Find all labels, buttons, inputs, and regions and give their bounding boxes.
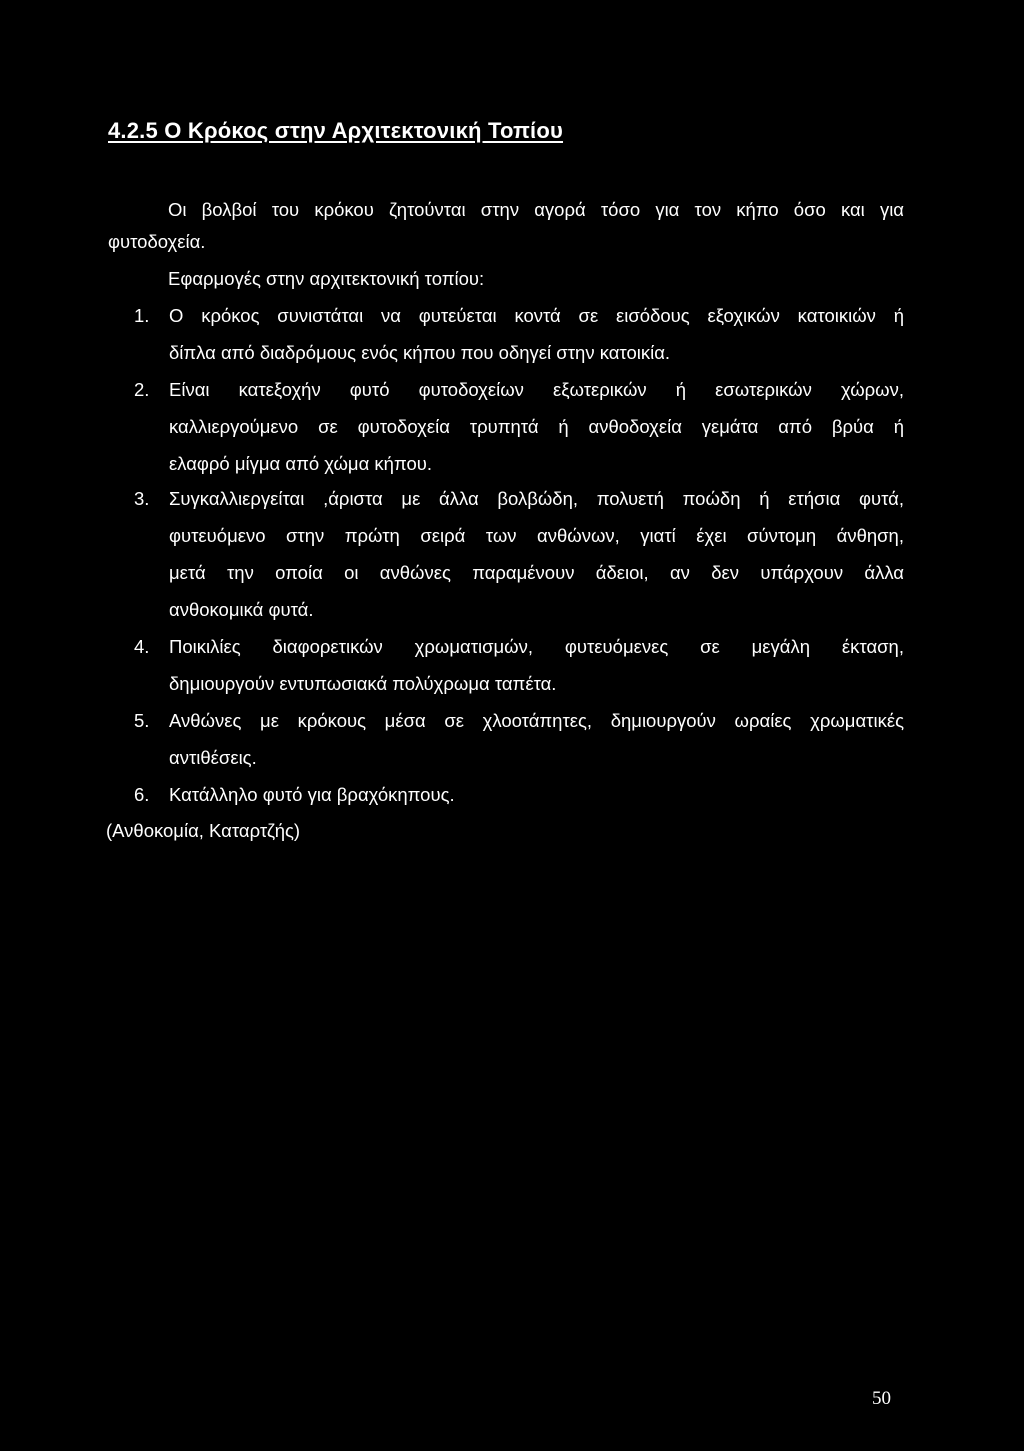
list-item-line: μετά την οποία οι ανθώνες παραμένουν άδειοι, αν δεν υπάρχουν άλλα bbox=[169, 562, 904, 583]
page-number: 50 bbox=[872, 1388, 891, 1409]
list-item-number: 2. bbox=[134, 379, 150, 400]
applications-label: Εφαρμογές στην αρχιτεκτονική τοπίου: bbox=[168, 268, 485, 289]
list-item-number: 3. bbox=[134, 488, 150, 509]
list-item-line: Ανθώνες με κρόκους μέσα σε χλοοτάπητες, δημιουργούν ωραίες χρωματικές bbox=[169, 710, 904, 731]
source-citation: (Ανθοκομία, Καταρτζής) bbox=[106, 820, 301, 841]
section-heading: 4.2.5 Ο Κρόκος στην Αρχιτεκτονική Τοπίου bbox=[108, 118, 564, 143]
list-item-line: δημιουργούν εντυπωσιακά πολύχρωμα ταπέτα. bbox=[169, 673, 557, 694]
list-item-line: καλλιεργούμενο σε φυτοδοχεία τρυπητά ή ανθοδοχεία γεμάτα από βρύα ή bbox=[169, 416, 904, 437]
list-item-line: ελαφρό μίγμα από χώμα κήπου. bbox=[169, 453, 433, 474]
list-item-line: δίπλα από διαδρόμους ενός κήπου που οδηγεί στην κατοικία. bbox=[169, 342, 671, 363]
list-item-line: φυτευόμενο στην πρώτη σειρά των ανθώνων, γιατί έχει σύντομη άνθηση, bbox=[169, 525, 904, 546]
list-item-number: 4. bbox=[134, 636, 150, 657]
intro-line-2: φυτοδοχεία. bbox=[108, 231, 206, 252]
list-item-line: Συγκαλλιεργείται ,άριστα με άλλα βολβώδη, πολυετή ποώδη ή ετήσια φυτά, bbox=[169, 488, 904, 509]
list-item-line: αντιθέσεις. bbox=[169, 747, 257, 768]
intro-line-1: Οι βολβοί του κρόκου ζητούνται στην αγορά τόσο για τον κήπο όσο και για bbox=[168, 199, 904, 220]
list-item-line: Ποικιλίες διαφορετικών χρωματισμών, φυτευόμενες σε μεγάλη έκταση, bbox=[169, 636, 904, 657]
list-item-line: Είναι κατεξοχήν φυτό φυτοδοχείων εξωτερικών ή εσωτερικών χώρων, bbox=[169, 379, 904, 400]
list-item-number: 5. bbox=[134, 710, 150, 731]
list-item-line: ανθοκομικά φυτά. bbox=[169, 599, 314, 620]
list-item-number: 6. bbox=[134, 784, 150, 805]
list-item-line: Κατάλληλο φυτό για βραχόκηπους. bbox=[169, 784, 455, 805]
list-item-number: 1. bbox=[134, 305, 150, 326]
list-item-line: Ο κρόκος συνιστάται να φυτεύεται κοντά σε εισόδους εξοχικών κατοικιών ή bbox=[169, 305, 904, 326]
